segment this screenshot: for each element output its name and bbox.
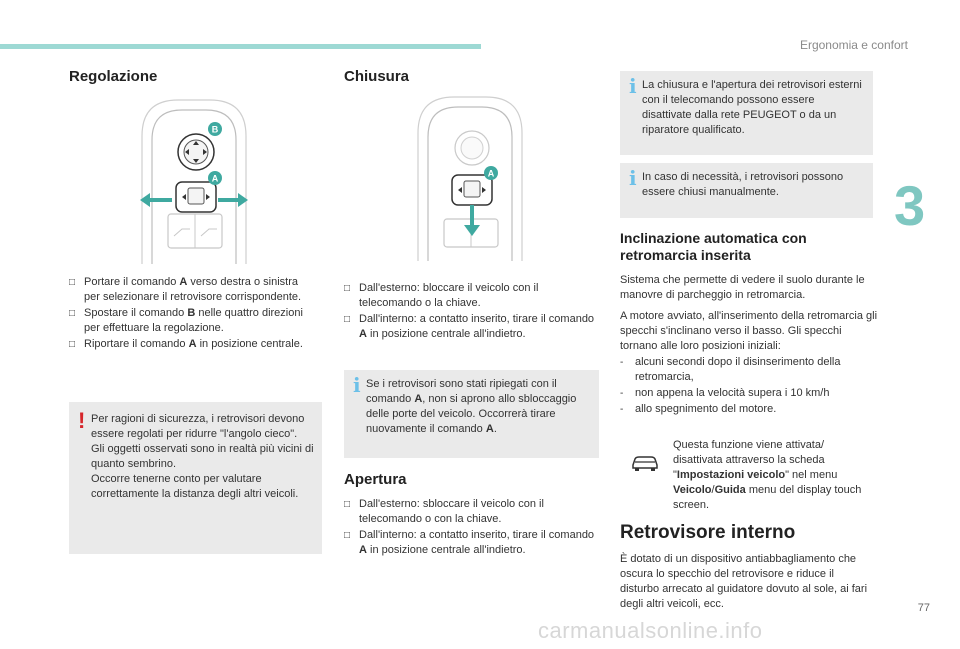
car-icon — [630, 452, 660, 472]
list-item: □ Dall'esterno: sbloccare il veicolo con il telecomando o con la chiave. — [344, 498, 544, 525]
mirror-control-figure-chiusura — [414, 93, 526, 261]
inclinazione-desc: A motore avviato, all'inserimento della retromarcia gli specchi s'inclinano verso il basso. Gli specchi tornano alle loro posizioni iniziali: — [620, 310, 878, 352]
info-box-manual — [620, 163, 873, 218]
control-a-selector — [176, 182, 216, 212]
label-a: A — [487, 168, 495, 179]
chapter-number: 3 — [894, 174, 926, 237]
inclinazione-intro: Sistema che permette di vedere il suolo durante le manovre di parcheggio in retromarcia. — [620, 274, 865, 301]
list-item: - allo spegnimento del motore. — [620, 403, 777, 415]
warning-icon: ! — [78, 408, 86, 433]
section-title: Ergonomia e confort — [799, 38, 908, 52]
retrovisore-interno-title: Retrovisore interno — [620, 522, 796, 543]
list-item: □ Dall'esterno: bloccare il veicolo con il telecomando o la chiave. — [344, 282, 539, 309]
page-number: 77 — [917, 602, 930, 614]
list-item: □ Dall'interno: a contatto inserito, tirare il comando A in posizione centrale all'indietro. — [344, 529, 595, 556]
regolazione-steps — [69, 275, 309, 353]
warning-text: Per ragioni di sicurezza, i retrovisori devono essere regolati per ridurre "l'angolo cieco". Gli oggetti osservati sono in realtà più vicini di quanto sembrino. Occorre tenerne conto per valutare correttamente la distanza degli altri veicoli. — [91, 413, 314, 500]
list-item: □ Dall'interno: a contatto inserito, tirare il comando A in posizione centrale all'indietro. — [344, 313, 595, 340]
info-text: Se i retrovisori sono stati ripiegati con il comando A, non si aprono allo sbloccaggio delle porte del veicolo. Occorrerà tirare nuovamente il comando A. — [366, 378, 577, 435]
info-text: La chiusura e l'apertura dei retrovisori esterni con il telecomando possono essere disattivate dalla rete PEUGEOT o da un riparatore qualificato. — [642, 79, 862, 136]
mirror-control-figure-regolazione — [138, 96, 250, 264]
list-item: □ Spostare il comando B nelle quattro direzioni per effettuare la regolazione. — [69, 307, 303, 334]
apertura-title: Apertura — [344, 471, 407, 488]
list-item: □ Portare il comando A verso destra o sinistra per selezionare il retrovisore corrispondente. — [69, 276, 302, 303]
chiusura-steps — [344, 281, 599, 343]
control-b-joystick — [178, 134, 214, 170]
mirror-control-illustration — [138, 96, 250, 264]
mirror-fold-illustration — [414, 93, 526, 261]
control-a-selector — [452, 175, 492, 205]
inclinazione-conditions — [620, 355, 870, 418]
info-text: In caso di necessità, i retrovisori possono essere chiusi manualmente. — [642, 171, 844, 198]
label-b: B — [211, 124, 219, 135]
list-item: - non appena la velocità supera i 10 km/h — [620, 387, 830, 399]
apertura-steps — [344, 497, 604, 559]
watermark: carmanualsonline.info — [538, 618, 763, 643]
inclinazione-title: Inclinazione automatica con retromarcia inserita — [620, 230, 807, 263]
info-icon: i — [629, 166, 637, 190]
list-item: - alcuni secondi dopo il disinserimento della retromarcia, — [620, 356, 841, 383]
list-item: □ Riportare il comando A in posizione centrale. — [69, 338, 303, 350]
chiusura-title: Chiusura — [344, 68, 410, 85]
info-box-network — [620, 71, 873, 155]
header-accent-bar — [0, 44, 481, 49]
warning-box — [69, 402, 322, 554]
info-icon: i — [353, 373, 361, 397]
info-icon: i — [629, 74, 637, 98]
info-box-chiusura — [344, 370, 599, 458]
label-a: A — [211, 173, 219, 184]
vehicle-settings-note: Questa funzione viene attivata/ disattivata attraverso la scheda "Impostazioni veicolo" nel menu Veicolo/Guida menu del display touch screen. — [673, 439, 862, 511]
regolazione-title: Regolazione — [69, 68, 158, 85]
pull-down-arrow — [464, 205, 480, 236]
retrovisore-interno-text: È dotato di un dispositivo antiabbagliamento che oscura lo specchio del retrovisore e riduce il disturbo arrecato al guidatore dovuto al sole, ai fari degli altri veicoli, ecc. — [620, 553, 868, 610]
